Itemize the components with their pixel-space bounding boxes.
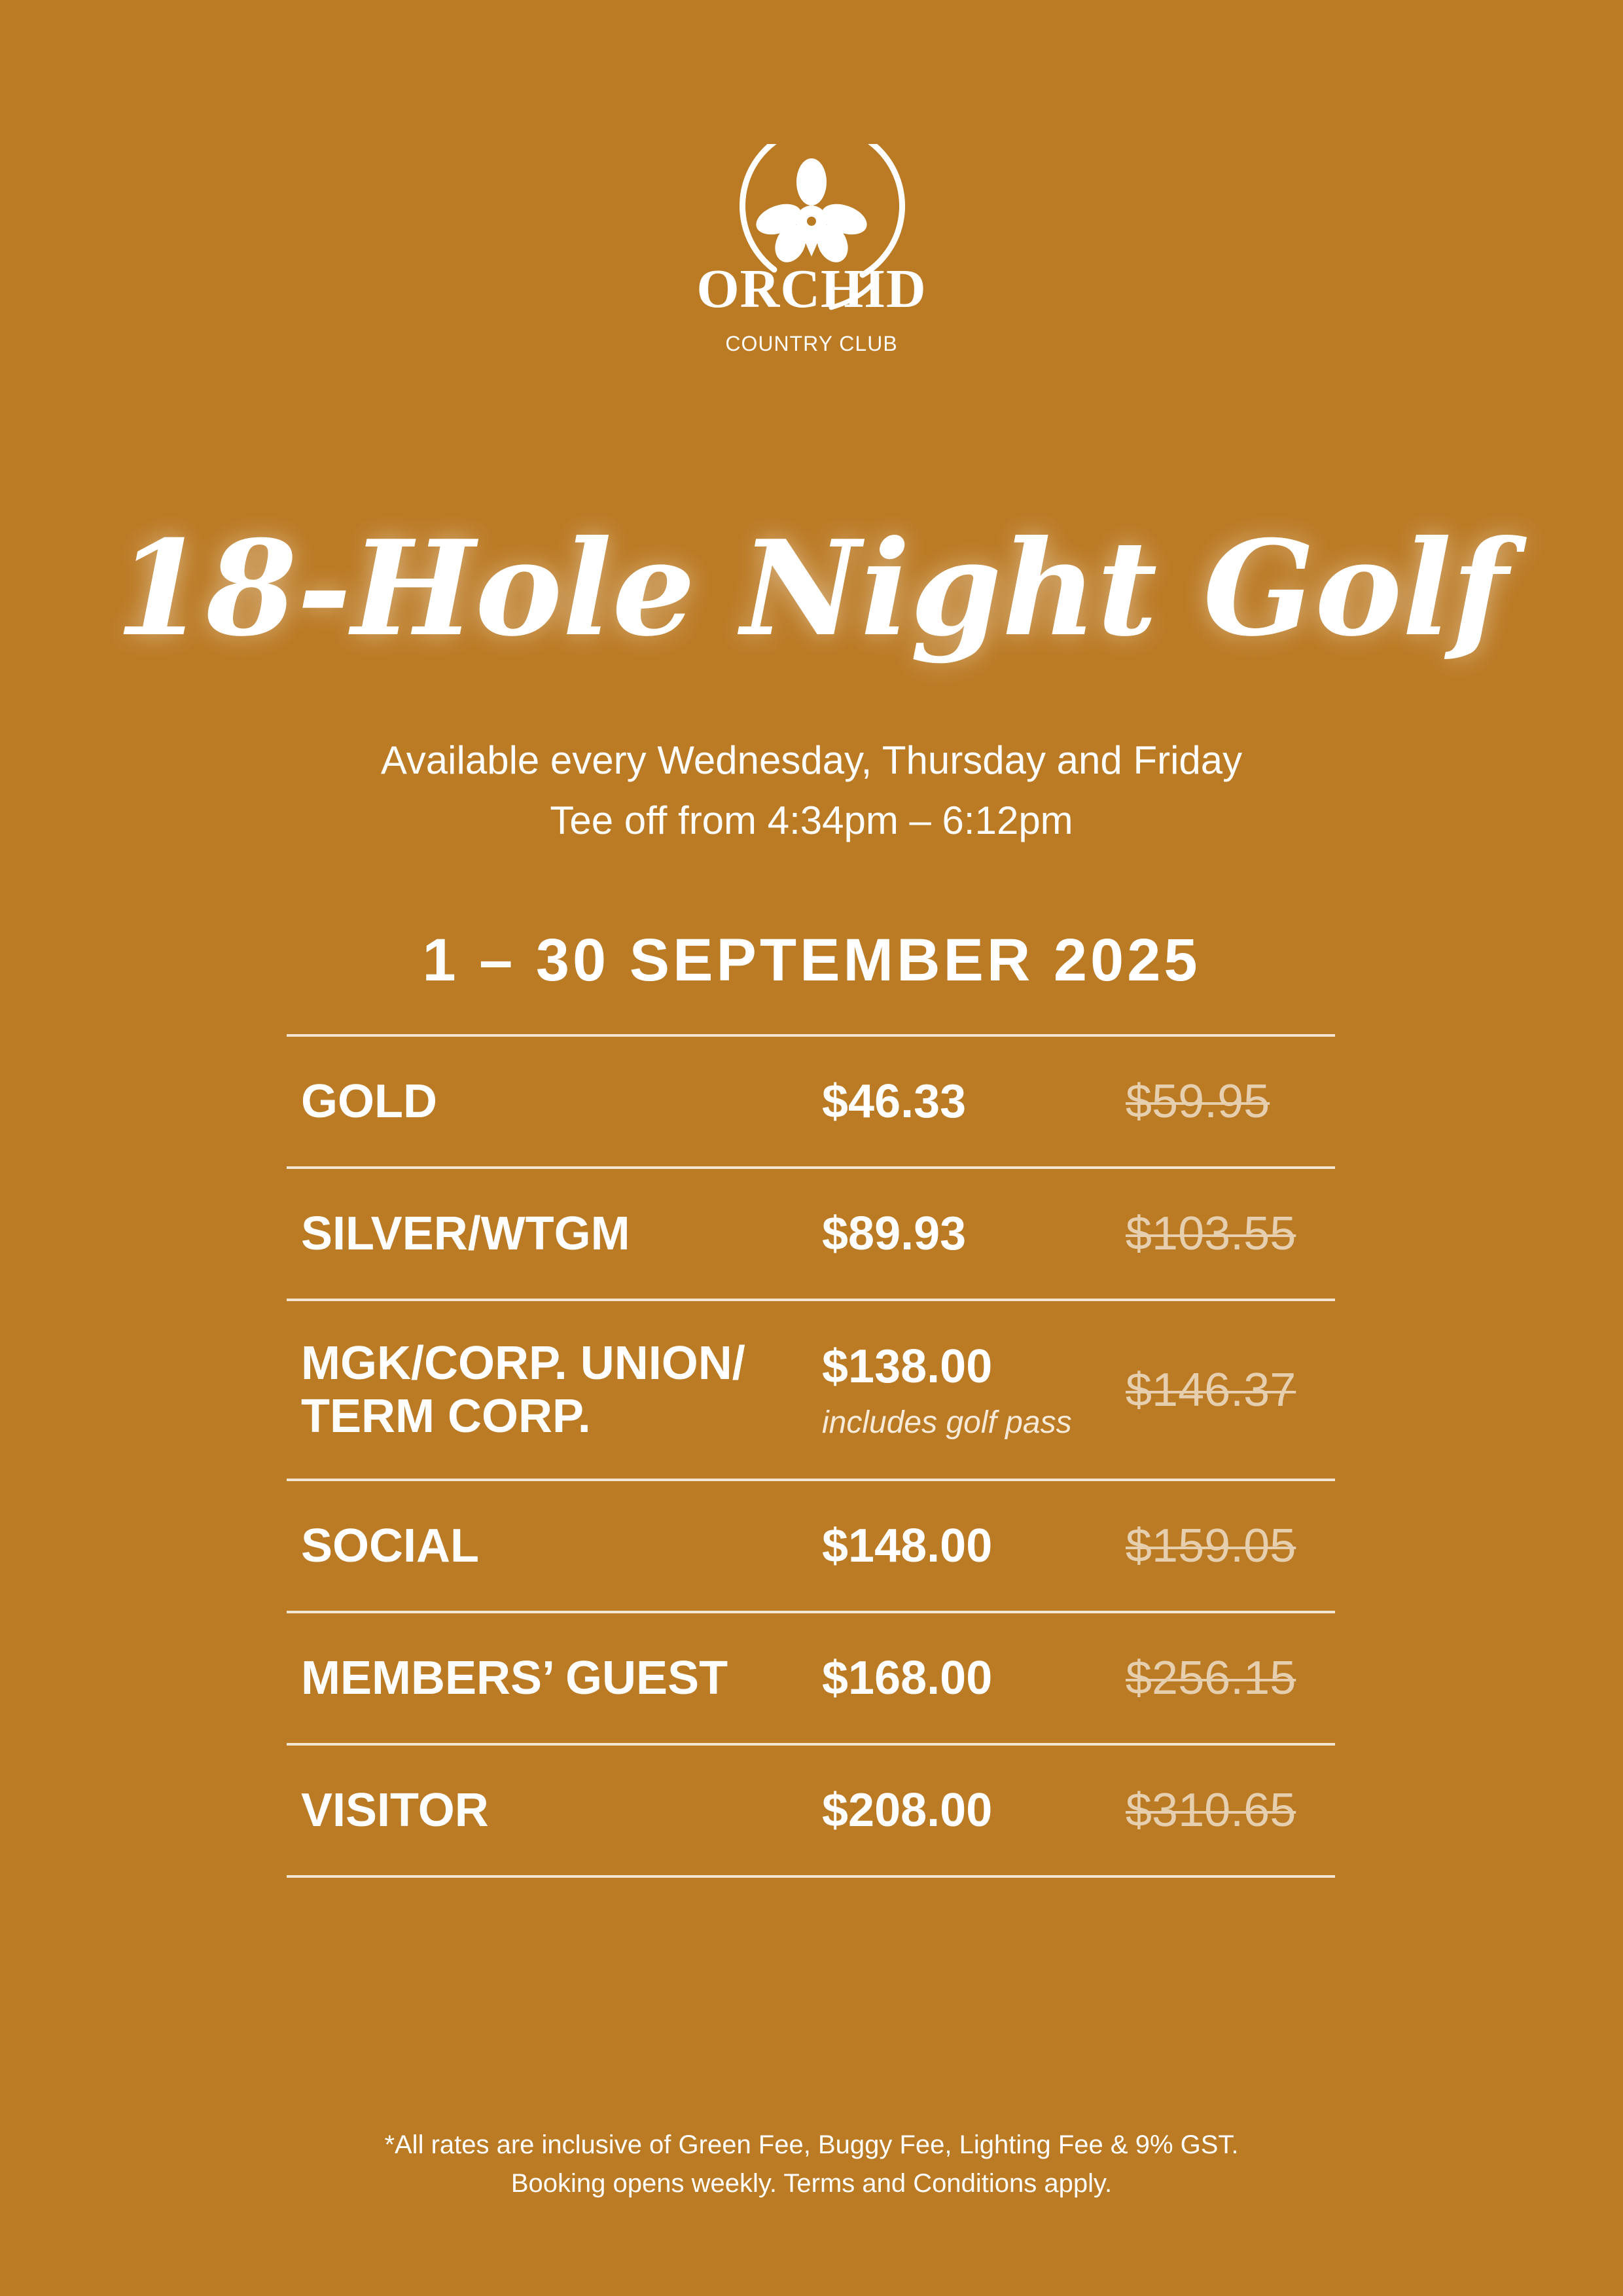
footer-note: *All rates are inclusive of Green Fee, Buggy Fee, Lighting Fee & 9% GST. <box>384 2130 1239 2159</box>
rate-category: VISITOR <box>301 1784 489 1837</box>
rate-original-price: $310.65 <box>1126 1784 1296 1837</box>
rates-table <box>287 1034 1335 1878</box>
rate-original-price: $103.55 <box>1126 1208 1296 1260</box>
rate-price-value: $208.00 <box>822 1784 993 1837</box>
rate-price <box>822 1301 1110 1479</box>
rate-row-members-guest <box>287 1613 1335 1746</box>
rate-row-visitor <box>287 1746 1335 1878</box>
rate-row-social <box>287 1481 1335 1613</box>
rate-category: MEMBERS’ GUEST <box>301 1651 728 1704</box>
date-range: 1 – 30 SEPTEMBER 2025 <box>422 927 1201 994</box>
rate-row-corporate <box>287 1301 1335 1481</box>
rate-price <box>822 1481 1110 1611</box>
rate-category: MGK/CORP. UNION/ TERM CORP. <box>301 1336 745 1443</box>
rate-price <box>822 1037 1110 1166</box>
rate-price <box>822 1169 1110 1299</box>
rate-price-value: $46.33 <box>822 1075 967 1128</box>
footer-terms: Booking opens weekly. Terms and Conditions apply. <box>510 2169 1113 2198</box>
rate-category: GOLD <box>301 1075 437 1128</box>
rate-original-price: $146.37 <box>1126 1363 1296 1416</box>
rate-category: SOCIAL <box>301 1519 480 1572</box>
rate-original-price: $256.15 <box>1126 1652 1296 1704</box>
rate-price-value: $148.00 <box>822 1519 993 1572</box>
rate-price-value: $89.93 <box>822 1207 967 1260</box>
club-logo <box>681 144 942 367</box>
rate-price-value: $168.00 <box>822 1651 993 1704</box>
rate-row-gold <box>287 1037 1335 1169</box>
rate-category: SILVER/WTGM <box>301 1207 630 1260</box>
rate-price-value: $138.00 <box>822 1340 993 1393</box>
rate-note: includes golf pass <box>822 1405 1072 1440</box>
rate-row-silver <box>287 1169 1335 1301</box>
rate-original-price: $59.95 <box>1126 1075 1270 1128</box>
logo-wordmark: ORCHID <box>696 259 927 319</box>
rate-original-price: $159.05 <box>1126 1520 1296 1572</box>
availability-text: Available every Wednesday, Thursday and Friday <box>380 738 1243 782</box>
headline: 18-Hole Night Golf <box>115 512 1508 666</box>
rate-price <box>822 1613 1110 1743</box>
logo-subtitle: COUNTRY CLUB <box>725 332 898 355</box>
rate-price <box>822 1746 1110 1875</box>
tee-off-text: Tee off from 4:34pm – 6:12pm <box>550 798 1073 842</box>
